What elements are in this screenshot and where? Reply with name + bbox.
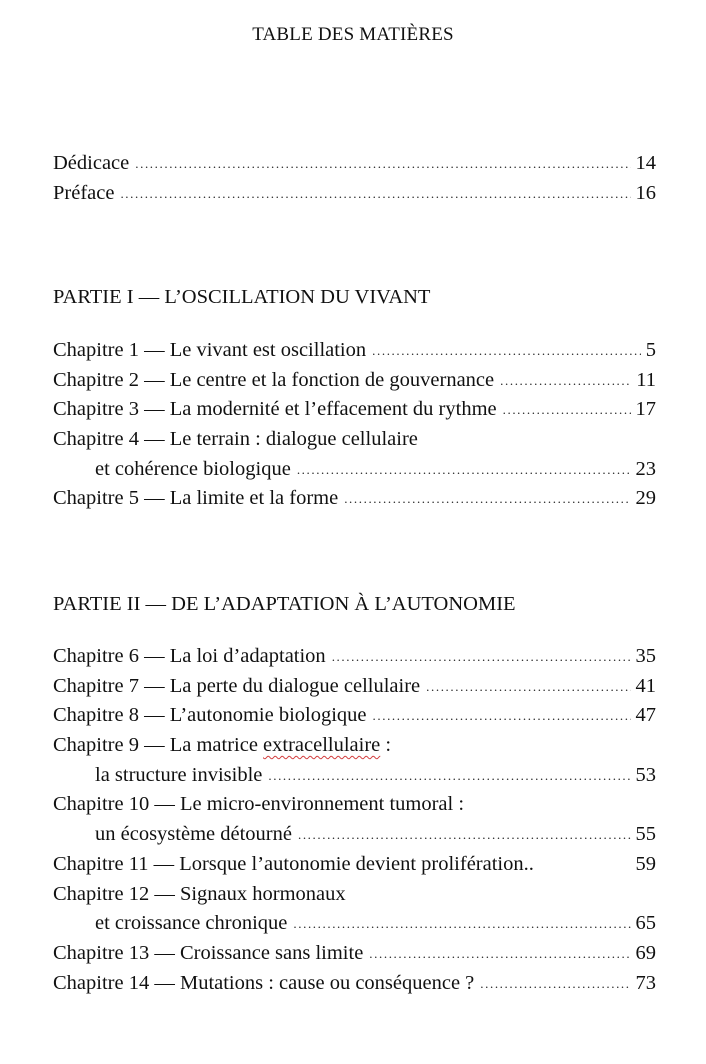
- entry-label-continuation: la structure invisible: [95, 763, 263, 786]
- entry-label: Chapitre 2 — Le centre et la fonction de gouvernance: [53, 368, 495, 391]
- entry-page-number: 41: [635, 674, 656, 697]
- entry-page-number: 17: [635, 398, 656, 421]
- dot-leader: [426, 672, 630, 702]
- toc-entry-chapter-11[interactable]: [53, 850, 656, 880]
- dot-leader: [372, 336, 641, 366]
- toc-entry-chapter-14[interactable]: [53, 969, 656, 999]
- entry-page-number: 73: [635, 971, 656, 994]
- part-1-chapters: [53, 336, 656, 514]
- entry-label: Chapitre 13 — Croissance sans limite: [53, 941, 364, 964]
- dot-leader: [293, 909, 630, 939]
- entry-page-number: 69: [635, 941, 656, 964]
- toc-entry-preface[interactable]: [53, 179, 656, 209]
- dot-leader: [500, 366, 631, 396]
- dot-leader: [373, 701, 631, 731]
- entry-label: Chapitre 3 — La modernité et l’effacement du rythme: [53, 398, 497, 421]
- toc-entry-chapter-4-continuation[interactable]: [53, 455, 656, 485]
- entry-label: Chapitre 8 — L’autonomie biologique: [53, 704, 367, 727]
- entry-page-number: 55: [635, 823, 656, 846]
- entry-page-number: 11: [636, 368, 656, 391]
- entry-page-number: 53: [635, 763, 656, 786]
- entry-page-number: 29: [635, 487, 656, 510]
- toc-entry-chapter-1[interactable]: [53, 336, 656, 366]
- entry-page-number: 35: [635, 645, 656, 667]
- toc-entry-chapter-10-continuation[interactable]: [53, 820, 656, 850]
- toc-entry-dedicace[interactable]: [53, 149, 656, 179]
- part-heading-2: PARTIE II — DE L’ADAPTATION À L’AUTONOMIE: [53, 593, 516, 615]
- entry-label: Chapitre 11 — Lorsque l’autonomie devient prolifération..: [53, 852, 534, 875]
- entry-label: Chapitre 12 — Signaux hormonaux: [53, 882, 346, 905]
- entry-label: Préface: [53, 181, 115, 204]
- entry-label-suffix: :: [380, 734, 392, 757]
- entry-label: Chapitre 4 — Le terrain : dialogue cellulaire: [53, 428, 418, 451]
- part-2-chapters: [53, 642, 656, 998]
- entry-page-number: 59: [635, 852, 656, 875]
- toc-entry-chapter-3[interactable]: [53, 395, 656, 425]
- entry-page-number: 5: [645, 339, 656, 361]
- toc-entry-chapter-9[interactable]: [53, 731, 656, 761]
- entry-page-number: 16: [635, 181, 656, 204]
- front-matter: [53, 149, 656, 208]
- entry-label: Dédicace: [53, 152, 130, 174]
- entry-label: Chapitre 5 — La limite et la forme: [53, 487, 339, 510]
- toc-entry-chapter-6[interactable]: [53, 642, 656, 672]
- toc-entry-chapter-4[interactable]: [53, 425, 656, 455]
- entry-label: [53, 731, 391, 761]
- entry-label: Chapitre 14 — Mutations : cause ou conséquence ?: [53, 971, 475, 994]
- entry-page-number: 14: [635, 152, 656, 174]
- entry-label-continuation: un écosystème détourné: [95, 823, 292, 846]
- toc-entry-chapter-10[interactable]: [53, 790, 656, 820]
- entry-label-continuation: et croissance chronique: [95, 912, 288, 935]
- dot-leader: [332, 642, 631, 672]
- dot-leader: [120, 179, 630, 209]
- entry-label: Chapitre 1 — Le vivant est oscillation: [53, 339, 367, 361]
- toc-entry-chapter-12[interactable]: [53, 880, 656, 910]
- spellcheck-flagged-word[interactable]: extracellulaire: [263, 734, 381, 757]
- dot-leader: [503, 395, 631, 425]
- entry-label: Chapitre 10 — Le micro-environnement tumoral :: [53, 793, 465, 816]
- toc-entry-chapter-8[interactable]: [53, 701, 656, 731]
- entry-label: Chapitre 6 — La loi d’adaptation: [53, 645, 326, 667]
- dot-leader: [298, 820, 631, 850]
- dot-leader: [135, 149, 630, 179]
- toc-entry-chapter-12-continuation[interactable]: [53, 909, 656, 939]
- part-heading-1: PARTIE I — L’OSCILLATION DU VIVANT: [53, 286, 431, 308]
- dot-leader: [480, 969, 630, 999]
- toc-entry-chapter-7[interactable]: [53, 672, 656, 702]
- dot-leader: [297, 455, 631, 485]
- toc-entry-chapter-2[interactable]: [53, 366, 656, 396]
- entry-label-prefix: Chapitre 9 — La matrice: [53, 734, 264, 757]
- entry-label-continuation: et cohérence biologique: [95, 457, 291, 480]
- entry-page-number: 47: [635, 704, 656, 727]
- entry-page-number: 65: [635, 912, 656, 935]
- page-title: TABLE DES MATIÈRES: [252, 24, 454, 45]
- dot-leader: [369, 939, 630, 969]
- toc-entry-chapter-9-continuation[interactable]: [53, 761, 656, 791]
- toc-entry-chapter-5[interactable]: [53, 484, 656, 514]
- toc-entry-chapter-13[interactable]: [53, 939, 656, 969]
- entry-page-number: 23: [635, 457, 656, 480]
- dot-leader: [344, 484, 630, 514]
- entry-label: Chapitre 7 — La perte du dialogue cellulaire: [53, 674, 421, 697]
- dot-leader: [268, 761, 630, 791]
